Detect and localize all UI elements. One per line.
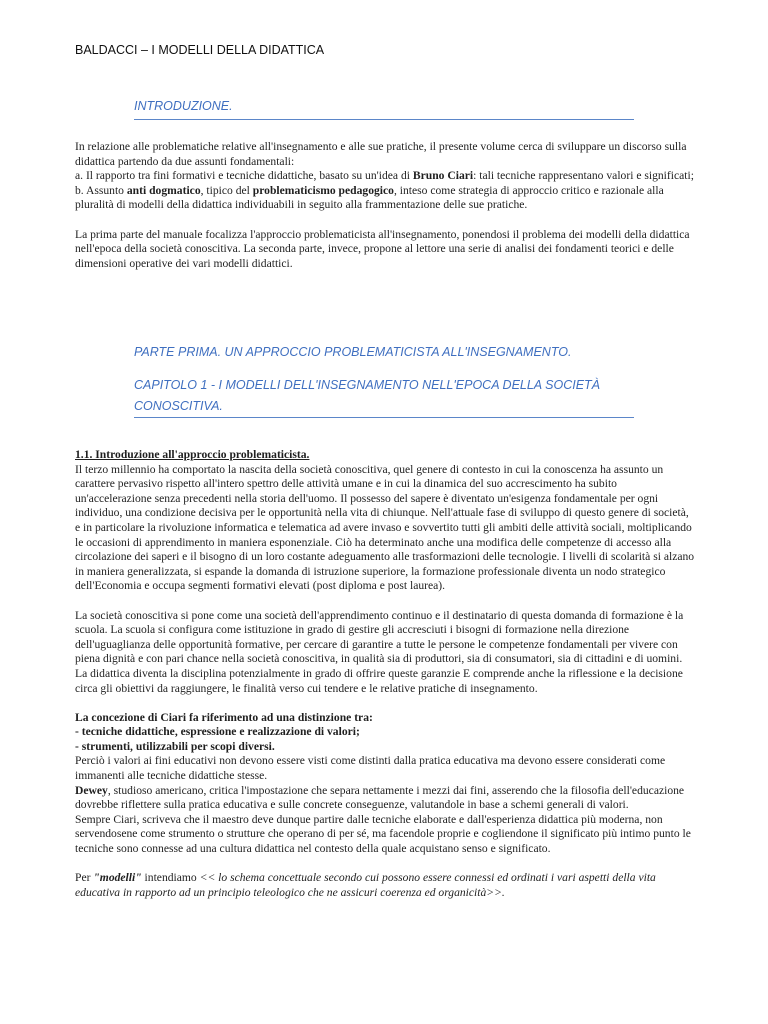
part-heading: PARTE PRIMA. UN APPROCCIO PROBLEMATICISTA ALL'INSEGNAMENTO. [134,345,572,359]
ciari-point-1: - tecniche didattiche, espressione e realizzazione di valori; [75,725,360,739]
intro-paragraph-2: La prima parte del manuale focalizza l'approccio problematicista all'insegnamento, ponendosi il problema dei modelli della didattica nell'epoca della società conoscitiva. La seconda parte, invece, propone al lettore una serie di analisi dei fondamenti teorici e delle dimensioni operative dei vari modelli didattici. [75,227,690,270]
intro-body [75,140,695,271]
ciari-paragraph: Perciò i valori ai fini educativi non devono essere visti come distinti dalla pratica educativa ma devono essere considerati come immanenti alle tecniche didattiche stesse. [75,754,666,783]
dewey-paragraph: Dewey, studioso americano, critica l'impostazione che separa nettamente i mezzi dai fini, asserendo che la filosofia dell'educazione dovrebbe riflettere sulla pratica educativa e sulle concrete conseguenze, valutandole in base a schemi generali di valori. [75,783,685,812]
intro-point-a: a. Il rapporto tra fini formativi e tecniche didattiche, basato su un'idea di Bruno Ciari: tali tecniche rappresentano valori e significati; [75,169,694,183]
section-paragraph-3: La didattica diventa la disciplina potenzialmente in grado di offrire queste garanzie E comprende anche la riflessione e la decisione circa gli obiettivi da raggiungere, le finalità verso cui tendere e le relative pratiche di insegnamento. [75,666,683,695]
intro-paragraph-1: In relazione alle problematiche relative all'insegnamento e alle sue pratiche, il presente volume cerca di sviluppare un discorso sulla didattica partendo da due assunti fondamentali: [75,140,687,168]
modelli-definition: Per "modelli" intendiamo << lo schema concettuale secondo cui possono essere connessi ed ordinati i vari aspetti della vita educativa in rapporto ad un principio teleologico che ne assicuri coerenza ed organicità>>. [75,871,656,899]
chapter-heading-line-2: CONOSCITIVA. [134,399,223,413]
section-paragraph-1: Il terzo millennio ha comportato la nascita della società conoscitiva, quel genere di contesto in cui la conoscenza ha assunto un carattere pervasivo rispetto all'intero spettro delle attività umane e in cui la dinamica del suo accrescimento ha subito un'accelerazione senza precedenti nella storia dell'uomo. Il possesso del sapere è diventato un'esigenza fondamentale per ogni individuo, una condizione decisiva per le opportunità nella vita di chiunque. Nell'attuale fase di sviluppo di questo genere di società, e in particolare la rivoluzione informatica e telematica ad avere invaso e sovvertito tutti gli ambiti delle attività sociali, moltiplicando le occasioni di apprendimento in maniera esponenziale. Ciò ha determinato anche una modifica delle competenze di accesso alla circolazione dei saperi e il bisogno di un loro costante adeguamento alle trasformazioni delle tecnologie. I livelli di scolarità si alzano in maniera generalizzata, si espande la domanda di istruzione superiore, la formazione professionale diventa un nodo strategico dell'Economia e occupa segmenti formativi elevati (post diploma e post laurea). [75,462,695,593]
intro-point-b: b. Assunto anti dogmatico, tipico del problematicismo pedagogico, inteso come strategia di approccio critico e razionale alla pluralità di modelli della didattica individuabili in seguito alla frammentazione delle sue pratiche. [75,183,664,212]
section-body [75,448,695,900]
ciari-paragraph-2: Sempre Ciari, scriveva che il maestro deve dunque partire dalle tecniche elaborate e dall'esperienza didattica più moderna, non servendosene come strumento o strutture che operano di per sé, ma facendole proprie e cogliendone il significato più intimo punto le tecniche sono connesse ad una cultura didattica nel contesto della quale acquistano senso e significato. [75,812,691,856]
section-title: 1.1. Introduzione all'approccio problematicista. [75,448,310,461]
document-header: BALDACCI – I MODELLI DELLA DIDATTICA [75,43,325,57]
ciari-distinction: La concezione di Ciari fa riferimento ad una distinzione tra: [75,710,373,724]
bruno-ciari-name: Bruno Ciari [412,169,474,183]
intro-heading-rule [134,119,634,120]
ciari-point-2: - strumenti, utilizzabili per scopi diversi. [75,739,275,753]
section-paragraph-2: La società conoscitiva si pone come una società dell'apprendimento continuo e il destinatario di questa domanda di formazione è la scuola. La scuola si configura come istituzione in grado di gestire gli accresciuti i bisogni di formazione nella direzione dell'uguaglianza delle opportunità formative, per cercare di garantire a tutte le persone le competenze fondamentali per vivere con piena dignità e con pari chance nella società conoscitiva, in qualità sia di produttori, sia di consumatori, sia di cittadini e di uomini. [75,608,684,666]
chapter-heading-rule [134,417,634,418]
intro-heading: INTRODUZIONE. [134,99,233,113]
chapter-heading-line-1: CAPITOLO 1 - I MODELLI DELL'INSEGNAMENTO NELL'EPOCA DELLA SOCIETÀ [134,378,601,392]
